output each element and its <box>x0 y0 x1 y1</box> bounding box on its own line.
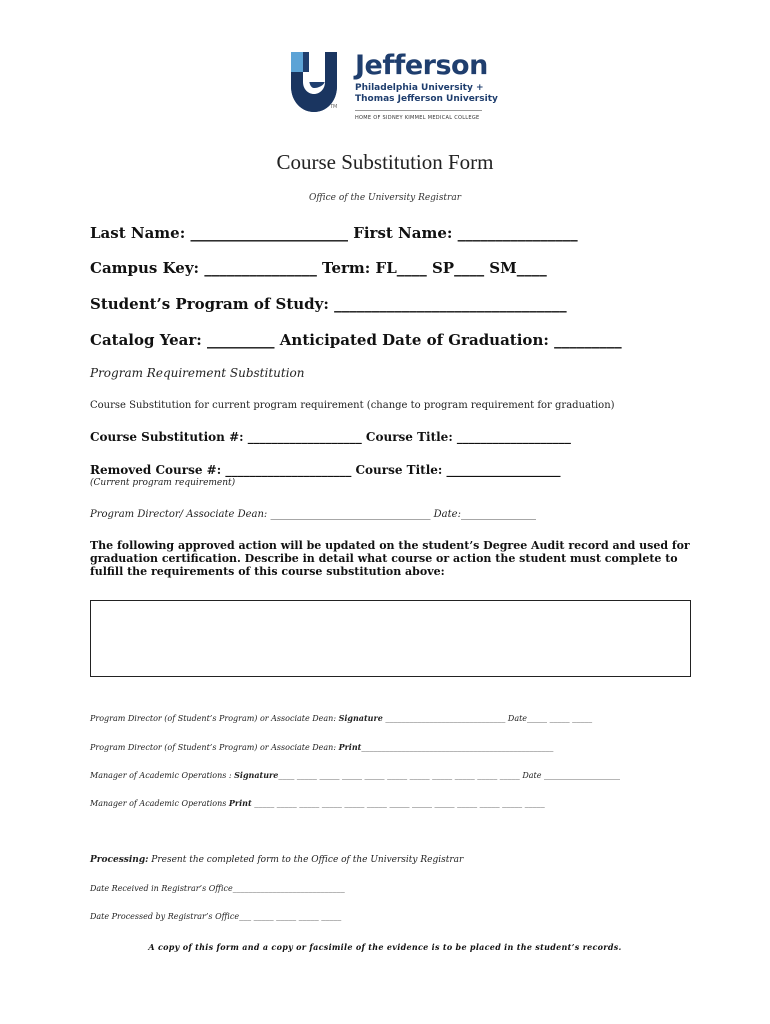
section-description: Course Substitution for current program requirement (change to program requirement for graduation) <box>90 400 615 411</box>
processing-instruction <box>90 855 463 865</box>
signature-suffix: ______________________________ Date_____ _____ _____ <box>382 714 593 723</box>
manager-print-line[interactable] <box>90 798 545 808</box>
section-heading: Program Requirement Substitution <box>90 366 305 380</box>
manager-signature-line[interactable] <box>90 770 620 780</box>
form-subtitle: Office of the University Registrar <box>308 193 462 203</box>
name-fields[interactable]: Last Name: _____________________ First Name: ________________ <box>90 224 578 242</box>
removed-course-note: (Current program requirement) <box>90 478 236 488</box>
print-label: Print <box>338 742 362 752</box>
form-title: Course Substitution Form <box>276 150 494 174</box>
manager-signature-prefix: Manager of Academic Operations : <box>90 771 235 780</box>
signature-label: Signature <box>338 713 383 723</box>
records-footer-note: A copy of this form and a copy or facsimile of the evidence is to be placed in the student’s records. <box>148 942 622 952</box>
catalog-graduation-fields[interactable]: Catalog Year: _________ Anticipated Date of Graduation: _________ <box>90 331 622 349</box>
course-substitution-field[interactable]: Course Substitution #: ___________________ Course Title: ___________________ <box>90 430 571 444</box>
print-prefix: Program Director (of Student’s Program) or Associate Dean: <box>90 743 339 752</box>
processing-text: Present the completed form to the Office of the University Registrar <box>148 855 464 865</box>
manager-print-suffix: _____ _____ _____ _____ _____ _____ _____ _____ _____ _____ _____ _____ _____ <box>251 799 545 808</box>
removed-course-field[interactable]: Removed Course #: _____________________ Course Title: ___________________ <box>90 463 561 477</box>
jefferson-logo <box>289 50 498 130</box>
manager-signature-suffix: ____ _____ _____ _____ _____ _____ _____ _____ _____ _____ _____ Date ___________________ <box>278 771 621 780</box>
director-print-line[interactable] <box>90 742 553 752</box>
signature-prefix: Program Director (of Student’s Program) or Associate Dean: <box>90 714 339 723</box>
logo-line-2: Thomas Jefferson University <box>355 94 498 104</box>
date-processed-field[interactable]: Date Processed by Registrar’s Office___ _____ _____ _____ _____ <box>90 912 342 921</box>
campus-term-fields[interactable]: Campus Key: _______________ Term: FL____ SP____ SM____ <box>90 259 547 277</box>
manager-print-prefix: Manager of Academic Operations <box>90 799 229 808</box>
description-textbox[interactable] <box>90 600 691 677</box>
logo-tagline: HOME OF SIDNEY KIMMEL MEDICAL COLLEGE <box>355 115 480 121</box>
manager-signature-label: Signature <box>234 770 279 780</box>
logo-line-1: Philadelphia University + <box>355 83 484 93</box>
logo-wordmark: Jefferson <box>355 50 488 81</box>
logo-trademark: TM <box>330 104 338 110</box>
date-received-field[interactable]: Date Received in Registrar’s Office____________________________ <box>90 884 345 893</box>
print-suffix: ________________________________________________ <box>361 743 554 752</box>
instructions-text: The following approved action will be updated on the student’s Degree Audit record and used for graduation certification. Describe in detail what course or action the student must complete to fulfill the requirements of this course substitution above: <box>90 539 690 578</box>
processing-label: Processing: <box>90 855 149 865</box>
director-signature-line[interactable] <box>90 713 592 723</box>
logo-divider <box>355 110 482 111</box>
director-approval-field[interactable]: Program Director/ Associate Dean: ________________________________ Date:_______________ <box>90 509 536 520</box>
manager-print-label: Print <box>228 798 252 808</box>
program-of-study-field[interactable]: Student’s Program of Study: _______________________________ <box>90 295 567 313</box>
